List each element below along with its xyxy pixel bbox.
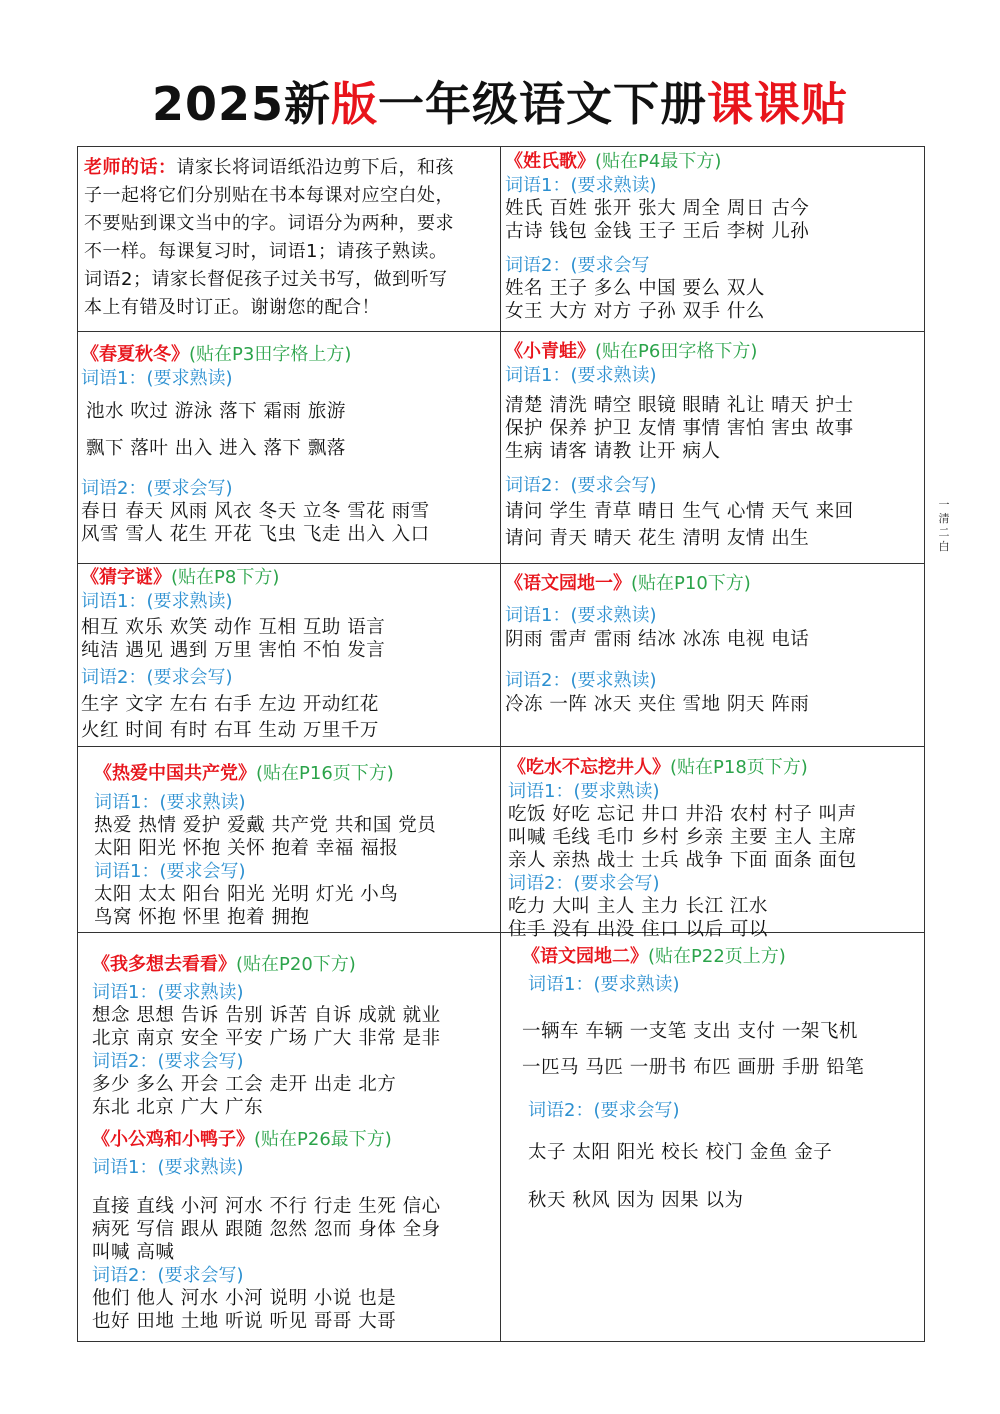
row-divider (77, 563, 925, 564)
lesson-xiaoqingwa: 《小青蛙》(贴在P6田字格下方) 词语1：(要求熟读) 清楚 清洗 晴空 眼镜 眼睛 礼让 晴天 护士 保护 保养 护卫 友情 事情 害怕 害虫 故事 生病 请客 请教 让开 病人 词语2：(要求会写) 请问 学生 青草 晴日 生气 心情 天气 来回 请问 青天 晴天 花生 清明 友情 出生 (505, 341, 854, 549)
row-divider (77, 746, 925, 747)
lesson-xiaogongji: 《小公鸡和小鸭子》(贴在P26最下方) 词语1：(要求熟读) 直接 直线 小河 河水 不行 行走 生死 信心 病死 写信 跟从 跟随 忽然 忽而 身体 全身 叫喊 高喊 词语2：(要求会写) 他们 他人 河水 小河 说明 小说 也是 也好 田地 土地 听说 听见 哥哥 大哥 (92, 1129, 441, 1332)
lesson-chunxiaqiudong: 《春夏秋冬》(贴在P3田字格上方) 词语1：(要求熟读) 池水 吹过 游泳 落下 霜雨 旅游 飘下 落叶 出入 进入 落下 飘落 词语2：(要求会写) 春日 春天 风雨 风衣 冬天 立冬 雪花 雨雪 风雪 雪人 花生 开花 飞虫 飞走 出入 入口 (81, 344, 430, 545)
page-title: 2025新版一年级语文下册课课贴 (151, 77, 849, 131)
lesson-woduoxiang: 《我多想去看看》(贴在P20下方) 词语1：(要求熟读) 想念 思想 告诉 告别 诉苦 自诉 成就 就业 北京 南京 安全 平安 广场 广大 非常 是非 词语2：(要求会写) 多少 多么 开会 工会 走开 出走 北方 东北 北京 广大 广东 (92, 954, 441, 1118)
lesson-yuwenyuandi2: 《语文园地二》(贴在P22页上方) 词语1：(要求熟读) 一辆车 车辆 一支笔 支出 支付 一架飞机 一匹马 马匹 一册书 布匹 画册 手册 铅笔 词语2：(要求会写) 太子 太阳 阳光 校长 校门 金鱼 金子 秋天 秋风 因为 因果 以为 (522, 946, 865, 1211)
teacher-note: 老师的话：请家长将词语纸沿边剪下后，和孩 子一起将它们分别贴在书本每课对应空白处， 不要贴到课文当中的字。词语分为两种，要求 不一样。每课复习时，词语1；请孩子熟读。 词语2；请家长督促孩子过关书写，做到听写 本上有错及时订正。谢谢您的配合！ (84, 157, 454, 318)
lesson-yuwenyuandi1: 《语文园地一》(贴在P10下方) 词语1：(要求熟读) 阴雨 雷声 雷雨 结冰 冰冻 电视 电话 词语2：(要求熟读) 冷冻 一阵 冰天 夹住 雪地 阴天 阵雨 (505, 573, 810, 715)
lesson-caizimi: 《猜字谜》(贴在P8下方) 词语1：(要求熟读) 相互 欢乐 欢笑 动作 互相 互助 语言 纯洁 遇见 遇到 万里 害怕 不怕 发言 词语2：(要求会写) 生字 文字 左右 右手 左边 开动红花 火红 时间 有时 右耳 生动 万里千万 (81, 567, 386, 741)
lesson-reaizhongguo: 《热爱中国共产党》(贴在P16页下方) 词语1：(要求熟读) 热爱 热情 爱护 爱戴 共产党 共和国 党员 太阳 阳光 怀抱 关怀 抱着 幸福 福报 词语1：(要求会写) 太阳 太太 阳台 阳光 光明 灯光 小鸟 鸟窝 怀抱 怀里 抱着 拥抱 (94, 763, 437, 928)
lesson-chishui: 《吃水不忘挖井人》(贴在P18页下方) 词语1：(要求熟读) 吃饭 好吃 忘记 井口 井沿 农村 村子 叫声 叫喊 毛线 毛巾 乡村 乡亲 主要 主人 主席 亲人 亲热 战士 士兵 战争 下面 面条 面包 词语2：(要求会写) 吃力 大叫 主人 主力 长江 江水 住手 没有 出没 住口 以后 可以 (508, 757, 857, 940)
row-divider (77, 331, 925, 332)
lesson-xingshige: 《姓氏歌》(贴在P4最下方) 词语1：(要求熟读) 姓氏 百姓 张开 张大 周全 周日 古今 古诗 钱包 金钱 王子 王后 李树 儿孙 词语2：(要求会写 姓名 王子 多么 中国 要么 双人 女王 大方 对方 子孙 双手 什么 (505, 151, 810, 322)
side-mark: 一 清 二 白 (938, 498, 950, 553)
column-divider (500, 146, 501, 1342)
